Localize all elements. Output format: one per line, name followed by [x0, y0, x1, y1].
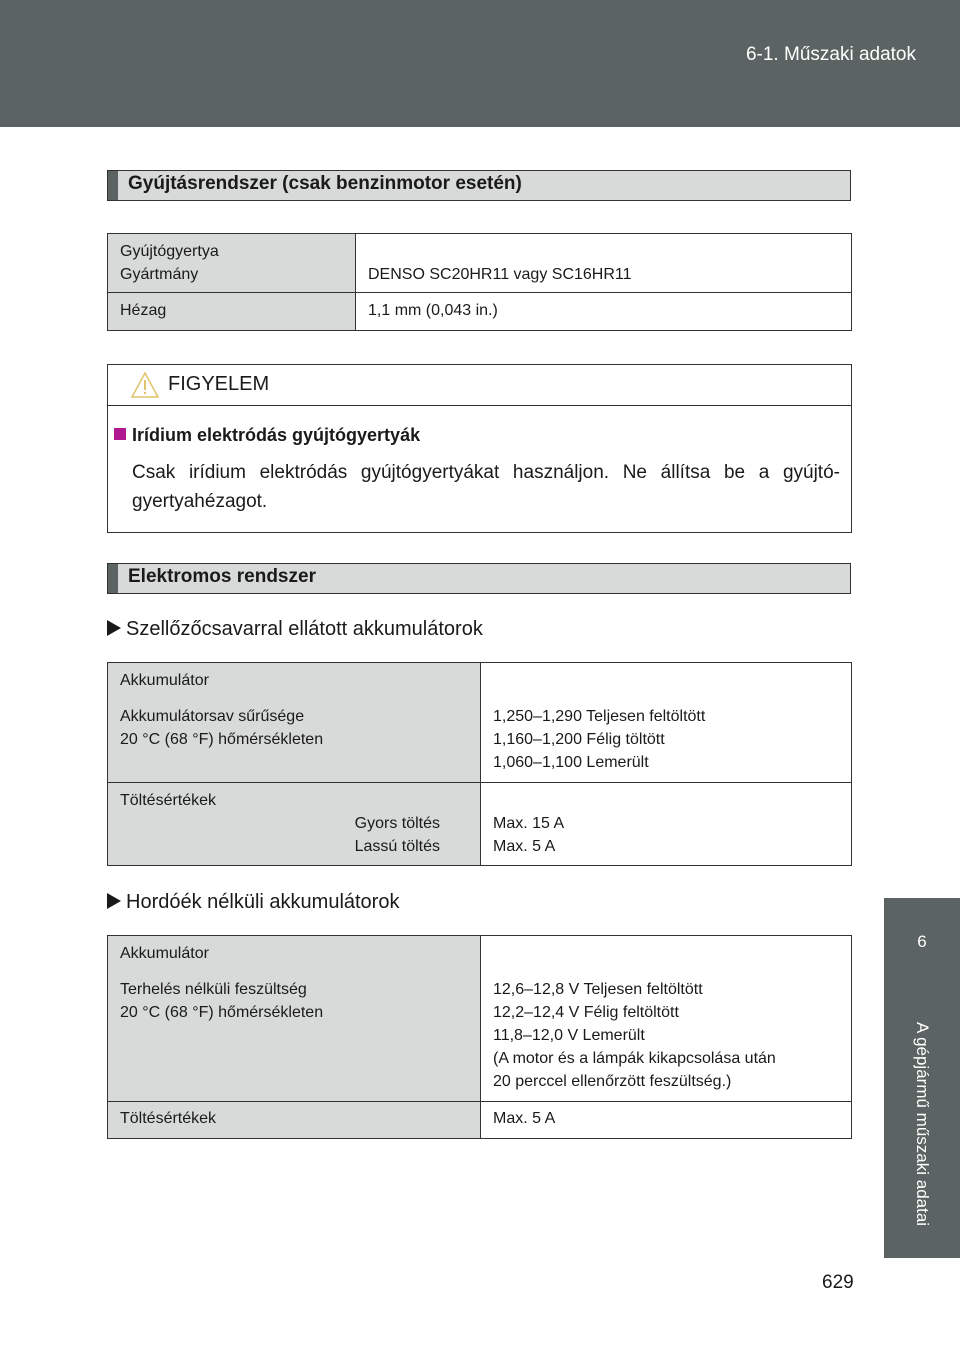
density-full-value: 1,250–1,290 Teljesen feltöltött — [493, 708, 706, 725]
voltage-half-value: 12,2–12,4 V Félig feltöltött — [493, 1004, 679, 1021]
caution-subtitle-text: Irídium elektródás gyújtógyertyák — [132, 425, 421, 445]
ignition-table — [107, 233, 852, 331]
page-header-bar — [0, 0, 960, 127]
table-row — [108, 234, 852, 293]
caution-text: Csak irídium elektródás gyújtógyertyákat használjon. Ne állítsa be a gyújtó-gyertyahézagot. — [132, 462, 840, 512]
table-cell-value — [481, 783, 852, 866]
electrical-heading-text: Elektromos rendszer — [128, 566, 316, 587]
slow-charge-value: Max. 5 A — [493, 838, 556, 855]
chapter-tab — [884, 990, 960, 1258]
table-cell-key — [108, 1102, 481, 1139]
gap-value: 1,1 mm (0,043 in.) — [368, 302, 498, 319]
square-bullet-icon — [114, 428, 126, 440]
charge-label: Töltésértékek — [120, 1110, 217, 1127]
chapter-number: 6 — [917, 932, 927, 951]
table-cell-key — [108, 663, 481, 783]
bullet-triangle-icon — [107, 893, 121, 909]
spark-plug-label: Gyújtógyertya — [120, 243, 219, 260]
warning-triangle-icon — [130, 371, 160, 399]
voltage-temp-label: 20 °C (68 °F) hőmérsékleten — [120, 1004, 324, 1021]
ignition-heading-text: Gyújtásrendszer (csak benzinmotor esetén) — [128, 173, 522, 194]
density-empty-value: 1,060–1,100 Lemerült — [493, 754, 649, 771]
make-label: Gyártmány — [120, 266, 199, 283]
voltage-note-line-1: (A motor és a lámpák kikapcsolása után — [493, 1050, 776, 1067]
table-cell-value — [356, 293, 852, 331]
battery-label: Akkumulátor — [120, 945, 209, 962]
vented-battery-bullet — [107, 618, 483, 641]
caution-header — [108, 365, 851, 406]
page-number: 629 — [822, 1272, 854, 1293]
table-cell-key — [108, 293, 356, 331]
sealed-battery-bullet — [107, 891, 399, 914]
electrical-heading — [107, 563, 851, 594]
vented-battery-title: Szellőzőcsavarral ellátott akkumulátorok — [126, 618, 483, 640]
table-row — [108, 1102, 852, 1139]
density-half-value: 1,160–1,200 Félig töltött — [493, 731, 665, 748]
voltage-note-line-2: 20 perccel ellenőrzött feszültség.) — [493, 1073, 732, 1090]
battery-label: Akkumulátor — [120, 672, 209, 689]
table-row — [108, 293, 852, 331]
ignition-heading — [107, 170, 851, 201]
slow-charge-label: Lassú töltés — [354, 838, 440, 855]
table-cell-key — [108, 936, 481, 1102]
table-row — [108, 783, 852, 866]
voltage-empty-value: 11,8–12,0 V Lemerült — [493, 1027, 645, 1044]
table-cell-value — [481, 1102, 852, 1139]
table-cell-value — [356, 234, 852, 293]
chapter-title: A gépjármű műszaki adatai — [913, 1021, 932, 1227]
charge-value: Max. 5 A — [493, 1110, 556, 1127]
fast-charge-value: Max. 15 A — [493, 815, 565, 832]
table-cell-value — [481, 663, 852, 783]
table-cell-key — [108, 234, 356, 293]
charge-label: Töltésértékek — [120, 792, 217, 809]
chapter-tab-number — [884, 898, 960, 990]
gap-label: Hézag — [120, 302, 167, 319]
voltage-full-value: 12,6–12,8 V Teljesen feltöltött — [493, 981, 703, 998]
sealed-battery-title: Hordóék nélküli akkumulátorok — [126, 891, 400, 913]
table-row — [108, 936, 852, 1102]
density-label: Akkumulátorsav sűrűsége — [120, 708, 305, 725]
voltage-label: Terhelés nélküli feszültség — [120, 981, 307, 998]
bullet-triangle-icon — [107, 620, 121, 636]
caution-label: FIGYELEM — [168, 373, 270, 395]
table-cell-key — [108, 783, 481, 866]
section-title: 6-1. Műszaki adatok — [745, 44, 916, 65]
vented-battery-table — [107, 662, 852, 866]
caution-box — [107, 364, 852, 533]
sealed-battery-table — [107, 935, 852, 1139]
table-cell-value — [481, 936, 852, 1102]
fast-charge-label: Gyors töltés — [354, 815, 440, 832]
caution-subtitle — [114, 425, 420, 446]
table-row — [108, 663, 852, 783]
density-temp-label: 20 °C (68 °F) hőmérsékleten — [120, 731, 324, 748]
spark-plug-make-value: DENSO SC20HR11 vagy SC16HR11 — [368, 266, 632, 283]
